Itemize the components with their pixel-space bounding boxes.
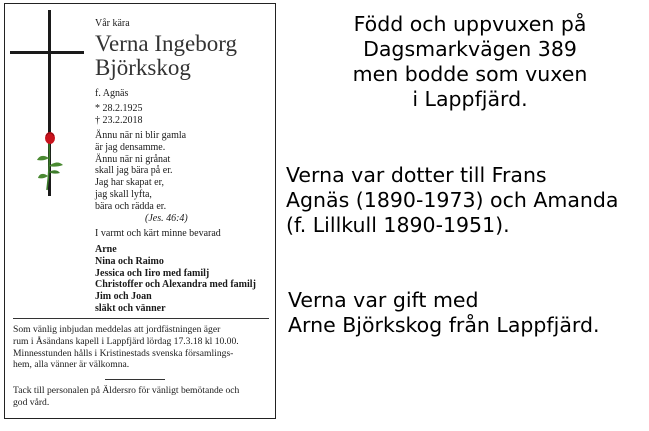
- caption-line: men bodde som vuxen: [352, 62, 588, 86]
- caption-line: i Lappfjärd.: [412, 87, 528, 111]
- caption-line: Agnäs (1890-1973) och Amanda: [286, 188, 619, 212]
- funeral-announcement: [13, 324, 271, 371]
- maiden-name: f. Agnäs: [95, 88, 129, 99]
- divider: [13, 318, 269, 319]
- survivor-item: Nina och Raimo: [95, 255, 164, 267]
- short-divider: [105, 379, 165, 380]
- poem-line: skall jag bära på er.: [95, 165, 173, 177]
- parents-caption: [286, 163, 618, 238]
- funeral-line: rum i Åsändans kapell i Lappfjärd lördag 17.3.18 kl 10.00.: [13, 335, 239, 347]
- rose-icon: [35, 130, 65, 192]
- survivor-item: Jessica och Iiro med familj: [95, 267, 210, 279]
- caption-line: Verna var dotter till Frans: [286, 163, 547, 187]
- birthplace-caption: [296, 12, 644, 112]
- death-date: † 23.2.2018: [95, 115, 143, 126]
- thanks-line: Tack till personalen på Äldersro för vänligt bemötande och: [13, 385, 240, 396]
- poem-line: är jag densamme.: [95, 141, 166, 153]
- death-notice: [4, 3, 276, 419]
- funeral-line: Som vänlig inbjudan meddelas att jordfästningen äger: [13, 324, 221, 335]
- poem-line: jag skall lyfta,: [95, 188, 152, 200]
- funeral-line: Minnesstunden hålls i Kristinestads svenska församlings-: [13, 347, 234, 359]
- poem-line: Jag har skapat er,: [95, 177, 165, 189]
- survivor-item: Arne: [95, 244, 117, 255]
- spouse-caption: [288, 288, 600, 338]
- caption-line: Verna var gift med: [288, 288, 479, 312]
- survivor-item: släkt och vänner: [95, 302, 166, 314]
- deceased-surname: Björkskog: [95, 55, 191, 80]
- poem-source: (Jes. 46:4): [145, 212, 188, 224]
- caption-line: (f. Lillkull 1890-1951).: [286, 213, 510, 237]
- caption-line: Född och uppvuxen på: [353, 12, 587, 36]
- thanks-line: god vård.: [13, 396, 50, 408]
- survivor-item: Jim och Joan: [95, 291, 152, 303]
- cross-icon-bar: [10, 51, 84, 54]
- caption-line: Arne Björkskog från Lappfjärd.: [288, 313, 600, 337]
- poem-line: Ännu när ni blir gamla: [95, 130, 187, 141]
- survivor-item: Christoffer och Alexandra med familj: [95, 279, 256, 291]
- memory-line: I varmt och kärt minne bevarad: [95, 228, 221, 239]
- poem-line: bära och rädda er.: [95, 200, 167, 212]
- funeral-line: hem, alla vänner är välkomna.: [13, 359, 130, 371]
- caption-line: Dagsmarkvägen 389: [363, 37, 577, 61]
- intro-text: Vår kära: [95, 18, 130, 29]
- survivors-list: [95, 244, 256, 315]
- poem-line: Ännu när ni grånat: [95, 153, 171, 165]
- deceased-first-names: Verna Ingeborg: [95, 31, 237, 56]
- thanks-note: [13, 385, 271, 409]
- poem: [95, 130, 270, 224]
- birth-date: * 28.2.1925: [95, 103, 143, 114]
